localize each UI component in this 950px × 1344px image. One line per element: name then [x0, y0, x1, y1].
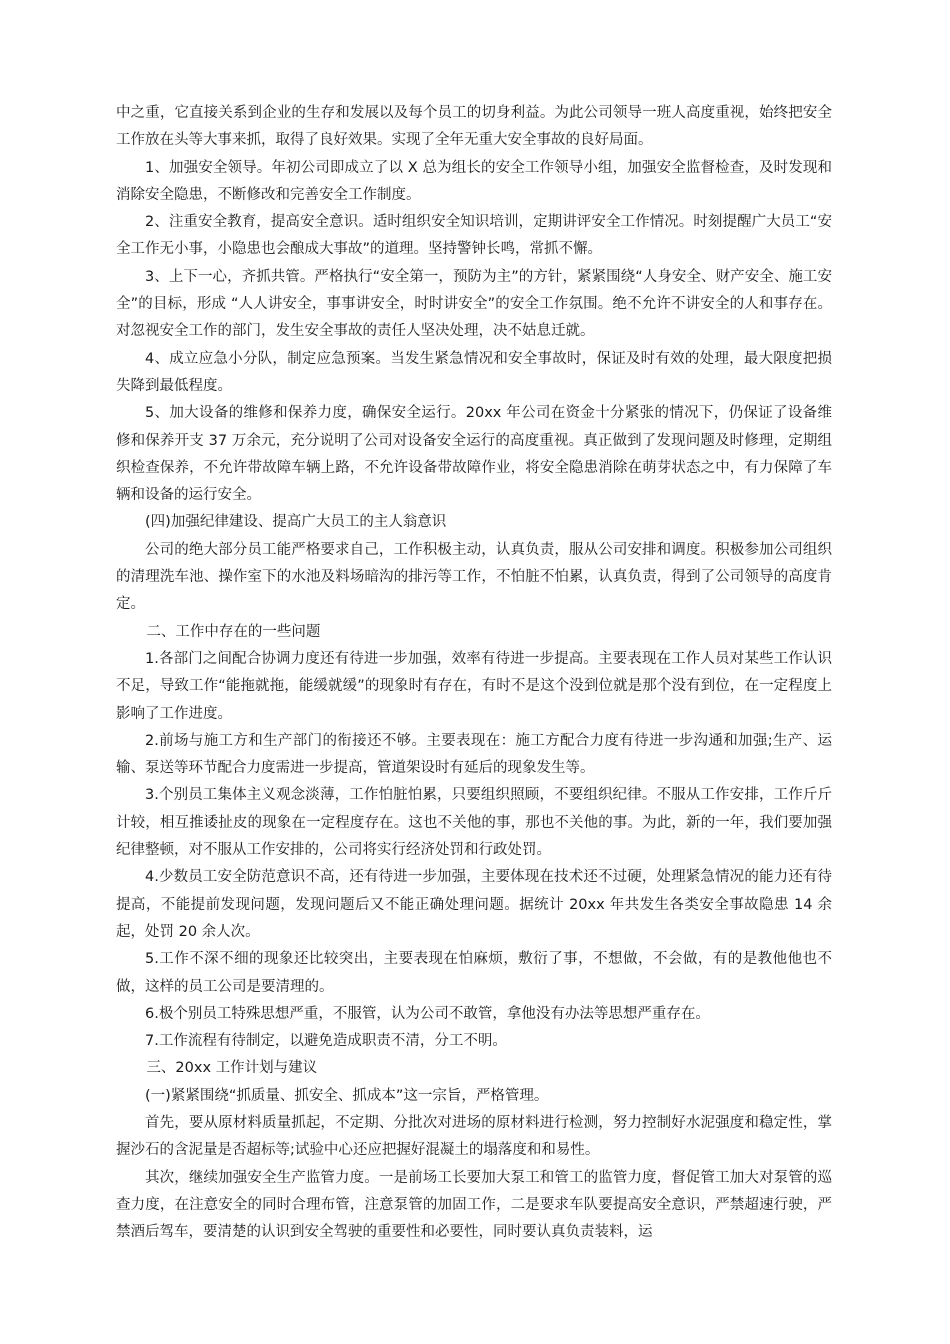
paragraph: (一)紧紧围绕“抓质量、抓安全、抓成本”这一宗旨，严格管理。: [145, 1087, 549, 1104]
paragraph: 6.极个别员工特殊思想严重，不服管，认为公司不敢管，拿他没有办法等思想严重存在。: [145, 1005, 710, 1022]
document-body: [116, 100, 832, 1246]
paragraph: 中之重，它直接关系到企业的生存和发展以及每个员工的切身利益。为此公司领导一班人高度重视，始终把安全工作放在头等大事来抓，取得了良好效果。实现了全年无重大安全事故的良好局面。: [116, 105, 832, 149]
paragraph: 首先，要从原材料质量抓起，不定期、分批次对进场的原材料进行检测，努力控制好水泥强度和稳定性，掌握沙石的含泥量是否超标等;试验中心还应把握好混凝土的塌落度和和易性。: [116, 1114, 832, 1159]
section-heading: 三、20xx 工作计划与建议: [146, 1060, 318, 1077]
paragraph: 公司的绝大部分员工能严格要求自己，工作积极主动，认真负责，服从公司安排和调度。积极参加公司组织的清理洗车池、操作室下的水池及料场暗沟的排污等工作，不怕脏不怕累，认真负责，得到了公司领导的高度肯定。: [116, 541, 832, 613]
paragraph: 7.工作流程有待制定，以避免造成职责不清，分工不明。: [145, 1033, 507, 1050]
paragraph: 1、加强安全领导。年初公司即成立了以 X 总为组长的安全工作领导小组，加强安全监督检查，及时发现和消除安全隐患，不断修改和完善安全工作制度。: [116, 159, 832, 203]
paragraph: 2.前场与施工方和生产部门的衔接还不够。主要表现在：施工方配合力度有待进一步沟通和加强;生产、运输、泵送等环节配合力度需进一步提高，管道架设时有延后的现象发生等。: [116, 732, 832, 777]
paragraph: 其次，继续加强安全生产监管力度。一是前场工长要加大泵工和管工的监管力度，督促管工加大对泵管的巡查力度，在注意安全的同时合理布管，注意泵管的加固工作，二是要求车队要提高安全意识，严禁超速行驶，严禁酒后驾车，要清楚的认识到安全驾驶的重要性和必要性，同时要认真负责装料，运: [116, 1169, 832, 1241]
paragraph: (四)加强纪律建设、提高广大员工的主人翁意识: [145, 514, 447, 531]
section-heading: 二、工作中存在的一些问题: [146, 623, 321, 640]
paragraph: 3、上下一心，齐抓共管。严格执行“安全第一，预防为主”的方针，紧紧围绕“人身安全、财产安全、施工安全”的目标，形成 “人人讲安全，事事讲安全，时时讲安全”的安全工作氛围。绝不允许不讲安全的人和事存在。对忽视安全工作的部门，发生安全事故的责任人坚决处理，决不姑息迁就。: [116, 268, 832, 340]
paragraph: 5.工作不深不细的现象还比较突出，主要表现在怕麻烦，敷衍了事，不想做，不会做，有的是教他他也不做，这样的员工公司是要清理的。: [116, 951, 832, 995]
paragraph: 3.个别员工集体主义观念淡薄，工作怕脏怕累，只要组织照顾，不要组织纪律。不服从工作安排，工作斤斤计较，相互推诿扯皮的现象在一定程度存在。这也不关他的事，那也不关他的事。为此，新的一年，我们要加强纪律整顿，对不服从工作安排的，公司将实行经济处罚和行政处罚。: [116, 787, 832, 859]
paragraph: 4、成立应急小分队，制定应急预案。当发生紧急情况和安全事故时，保证及时有效的处理，最大限度把损失降到最低程度。: [116, 350, 832, 394]
paragraph: 1.各部门之间配合协调力度还有待进一步加强，效率有待进一步提高。主要表现在工作人员对某些工作认识不足，导致工作“能拖就拖，能缓就缓”的现象时有存在，有时不是这个没到位就是那个没有到位，在一定程度上影响了工作进度。: [116, 650, 832, 722]
paragraph: 2、注重安全教育，提高安全意识。适时组织安全知识培训，定期讲评安全工作情况。时刻提醒广大员工“安全工作无小事，小隐患也会酿成大事故”的道理。坚持警钟长鸣，常抓不懈。: [116, 214, 832, 258]
paragraph: 4.少数员工安全防范意识不高，还有待进一步加强，主要体现在技术还不过硬，处理紧急情况的能力还有待提高，不能提前发现问题，发现问题后又不能正确处理问题。据统计 20xx 年共发生各类安全事故隐患 14 余起，处罚 20 余人次。: [116, 869, 832, 940]
paragraph: 5、加大设备的维修和保养力度，确保安全运行。20xx 年公司在资金十分紧张的情况下，仍保证了设备维修和保养开支 37 万余元，充分说明了公司对设备安全运行的高度重视。真正做到了发现问题及时修理，定期组织检查保养，不允许带故障车辆上路，不允许设备带故障作业，将安全隐患消除在萌芽状态之中，有力保障了车辆和设备的运行安全。: [116, 405, 832, 504]
